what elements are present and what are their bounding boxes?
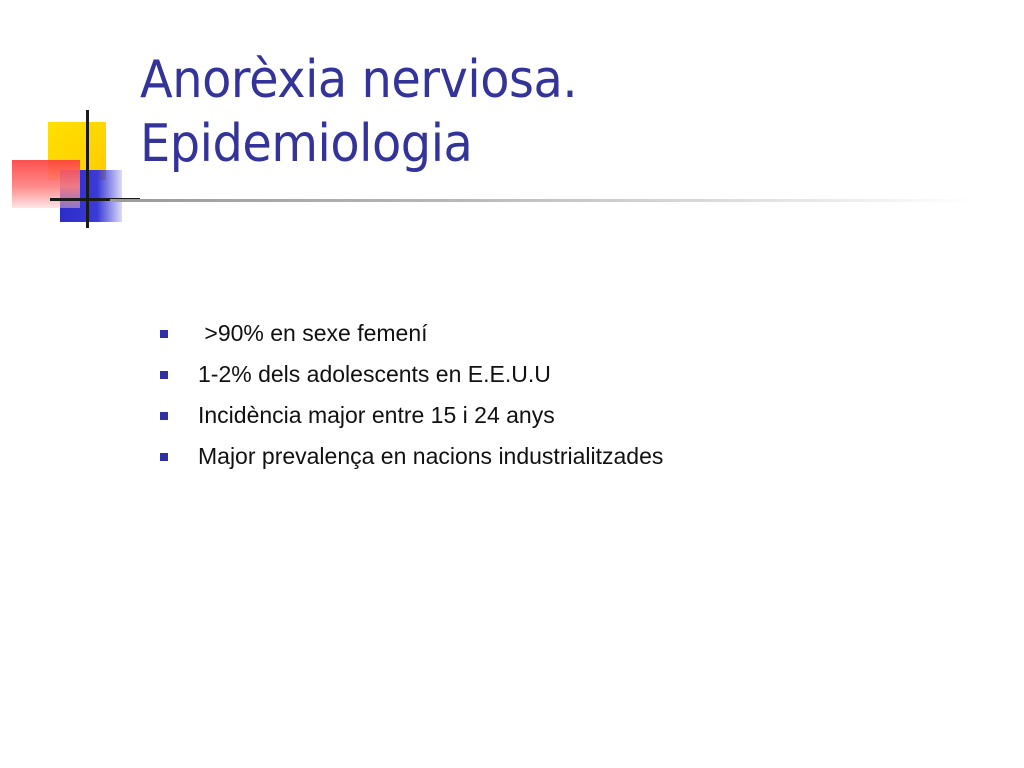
square-bullet-icon bbox=[160, 330, 168, 338]
square-bullet-icon bbox=[160, 371, 168, 379]
title-divider bbox=[110, 199, 970, 202]
bullet-text: Major prevalença en nacions industrialitzades bbox=[198, 443, 664, 469]
bullet-text: 1-2% dels adolescents en E.E.U.U bbox=[198, 361, 551, 387]
bullet-item bbox=[160, 395, 663, 436]
bullet-list bbox=[160, 313, 663, 477]
slide-title bbox=[140, 48, 577, 176]
bullet-item bbox=[160, 436, 663, 477]
square-bullet-icon bbox=[160, 412, 168, 420]
title-line-1: Anorèxia nerviosa. bbox=[140, 50, 578, 110]
bullet-text: >90% en sexe femení bbox=[198, 320, 428, 346]
bullet-item bbox=[160, 354, 663, 395]
decorative-squares-logo bbox=[0, 0, 160, 240]
title-line-2: Epidemiologia bbox=[140, 114, 473, 174]
bullet-text: Incidència major entre 15 i 24 anys bbox=[198, 402, 555, 428]
square-bullet-icon bbox=[160, 453, 168, 461]
vertical-line bbox=[86, 110, 89, 228]
bullet-item bbox=[160, 313, 663, 354]
